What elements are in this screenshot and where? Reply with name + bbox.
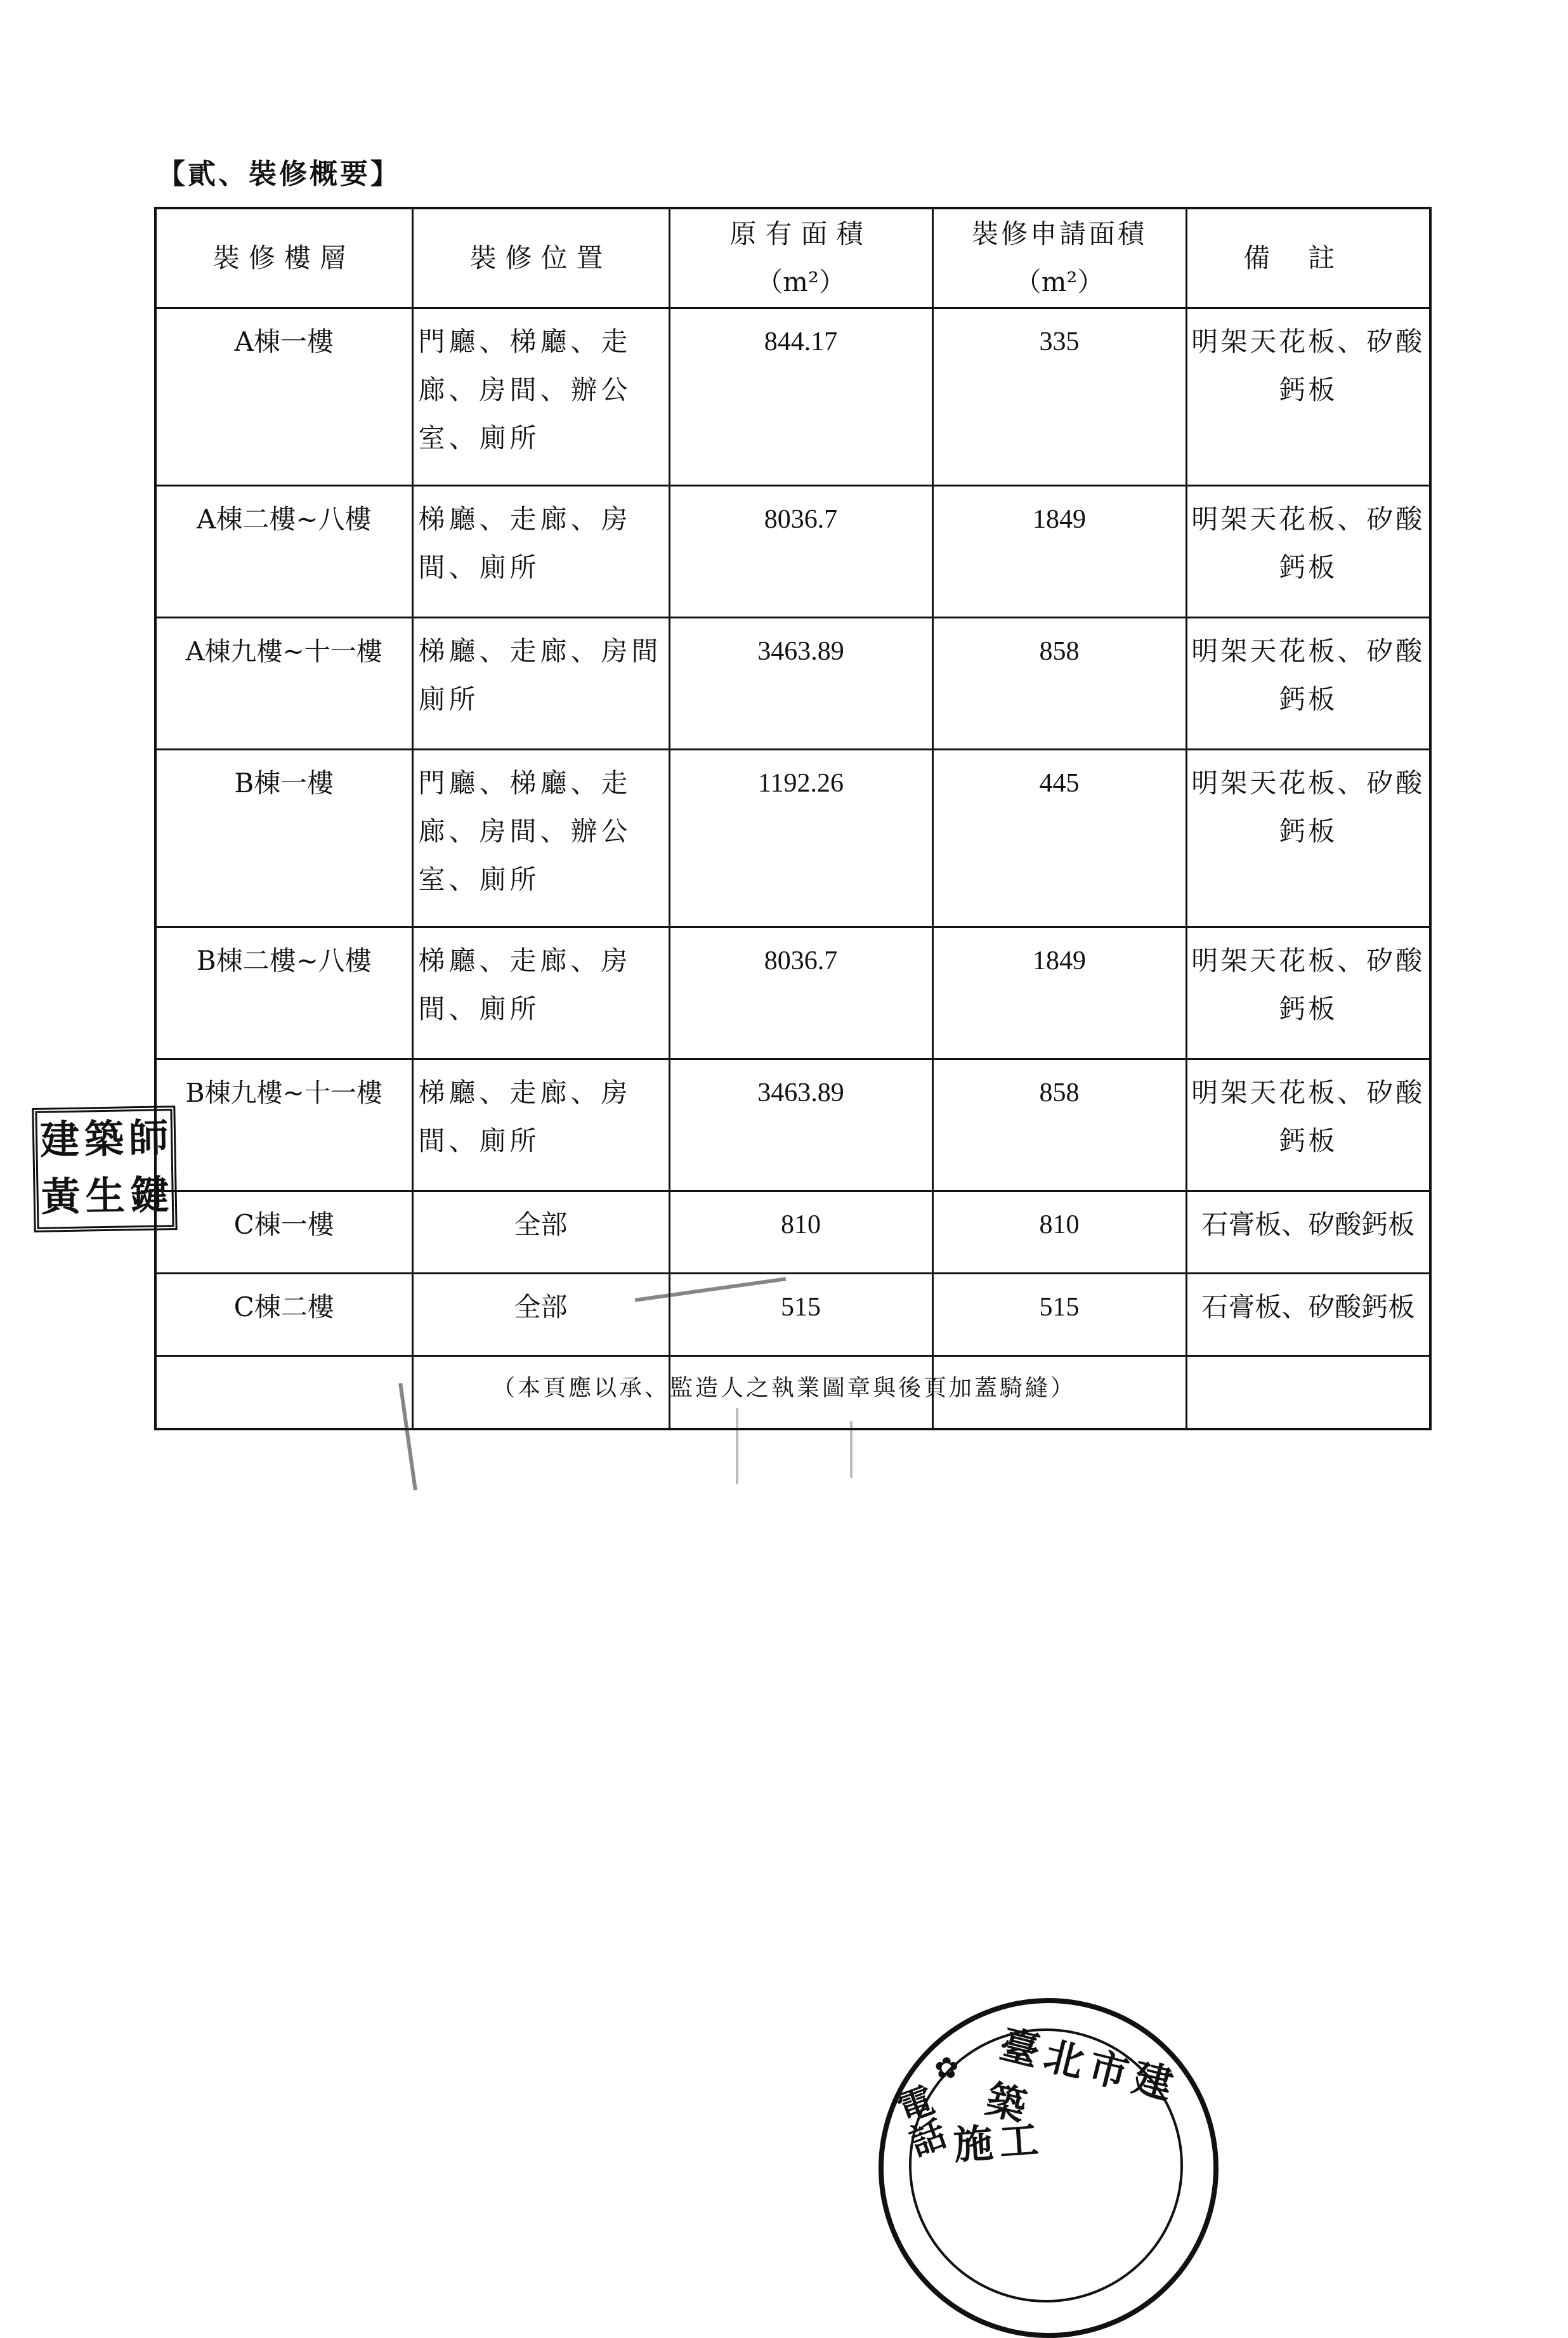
cell-applied-area: 858 (932, 1059, 1186, 1191)
cell-location: 梯廳、走廊、房間廁所 (412, 618, 669, 750)
cell-applied-area: 810 (932, 1191, 1186, 1274)
section-title: 【貳、裝修概要】 (157, 158, 401, 190)
cell-original-area: 810 (669, 1191, 932, 1274)
footnote: （本頁應以承、監造人之執業圖章與後頁加蓋騎縫） (492, 1375, 1076, 1401)
stamp-residue (850, 1421, 853, 1478)
seal-text-side: 電話 (887, 2080, 951, 2162)
seal-char: 黃 (41, 1173, 81, 1220)
seal-char: 鍵 (129, 1172, 170, 1219)
seal-text-top: 臺北市建築 (981, 2020, 1184, 2132)
table-row (155, 927, 1430, 1059)
header-applied-area-unit: （m²） (1014, 266, 1104, 297)
cell-location: 梯廳、走廊、房間、廁所 (412, 486, 669, 618)
cell-location: 門廳、梯廳、走廊、房間、辦公室、廁所 (412, 750, 669, 927)
header-original-area-unit: （m²） (756, 266, 846, 297)
seal-char: 築 (84, 1115, 124, 1163)
cell-remarks: 明架天花板、矽酸鈣板 (1186, 308, 1430, 486)
header-floor: 裝修樓層 (155, 208, 412, 308)
renovation-summary-table (154, 207, 1432, 1430)
table-header-row (155, 208, 1430, 308)
seal-text-mid: 施工 (951, 2116, 1047, 2169)
cell-applied-area: 1849 (932, 927, 1186, 1059)
cell-floor: C棟二樓 (155, 1274, 412, 1356)
cell-floor: B棟二樓~八樓 (155, 927, 412, 1059)
cell-floor: B棟九樓~十一樓 (155, 1059, 412, 1191)
cell-location: 門廳、梯廳、走廊、房間、辦公室、廁所 (412, 308, 669, 486)
cell-original-area: 8036.7 (669, 927, 932, 1059)
table-row (155, 750, 1430, 927)
header-remarks: 備註 (1186, 208, 1430, 308)
cell-location: 全部 (412, 1191, 669, 1274)
cell-location: 全部 (412, 1274, 669, 1356)
header-location: 裝修位置 (412, 208, 669, 308)
table-row (155, 486, 1430, 618)
cell-remarks: 明架天花板、矽酸鈣板 (1186, 486, 1430, 618)
cell-floor: A棟二樓~八樓 (155, 486, 412, 618)
cell-location: 梯廳、走廊、房間、廁所 (412, 927, 669, 1059)
table-row (155, 1191, 1430, 1274)
table-row (155, 308, 1430, 486)
cell-remarks: 明架天花板、矽酸鈣板 (1186, 750, 1430, 927)
cell-applied-area: 515 (932, 1274, 1186, 1356)
cell-location: 梯廳、走廊、房間、廁所 (412, 1059, 669, 1191)
cell-original-area: 3463.89 (669, 1059, 932, 1191)
cell-applied-area: 335 (932, 308, 1186, 486)
cell-applied-area: 445 (932, 750, 1186, 927)
cell-remarks: 石膏板、矽酸鈣板 (1186, 1191, 1430, 1274)
cell-floor: A棟九樓~十一樓 (155, 618, 412, 750)
cell-original-area: 844.17 (669, 308, 932, 486)
header-applied-area-label: 裝修申請面積 (971, 218, 1147, 249)
architect-seal-stamp (32, 1106, 177, 1232)
cell-original-area: 3463.89 (669, 618, 932, 750)
cell-applied-area: 1849 (932, 486, 1186, 618)
header-original-area (669, 208, 932, 308)
table-row (155, 1274, 1430, 1356)
cell-remarks: 石膏板、矽酸鈣板 (1186, 1274, 1430, 1356)
cell-original-area: 1192.26 (669, 750, 932, 927)
table-row (155, 1059, 1430, 1191)
header-applied-area (932, 208, 1186, 308)
table-row (155, 618, 1430, 750)
building-department-round-seal (879, 1998, 1218, 2338)
cell-applied-area: 858 (932, 618, 1186, 750)
seal-char: 師 (128, 1114, 169, 1162)
cell-floor: C棟一樓 (155, 1191, 412, 1274)
cell-remarks: 明架天花板、矽酸鈣板 (1186, 927, 1430, 1059)
seal-char: 生 (85, 1172, 126, 1220)
seal-char: 建 (39, 1116, 80, 1163)
cell-original-area: 515 (669, 1274, 932, 1356)
cell-remarks: 明架天花板、矽酸鈣板 (1186, 618, 1430, 750)
cell-remarks: 明架天花板、矽酸鈣板 (1186, 1059, 1430, 1191)
cell-original-area: 8036.7 (669, 486, 932, 618)
cell-floor: B棟一樓 (155, 750, 412, 927)
plum-blossom-icon: ✿ (934, 2051, 959, 2085)
header-original-area-label: 原有面積 (729, 218, 872, 249)
cell-floor: A棟一樓 (155, 308, 412, 486)
stamp-residue (736, 1408, 738, 1484)
